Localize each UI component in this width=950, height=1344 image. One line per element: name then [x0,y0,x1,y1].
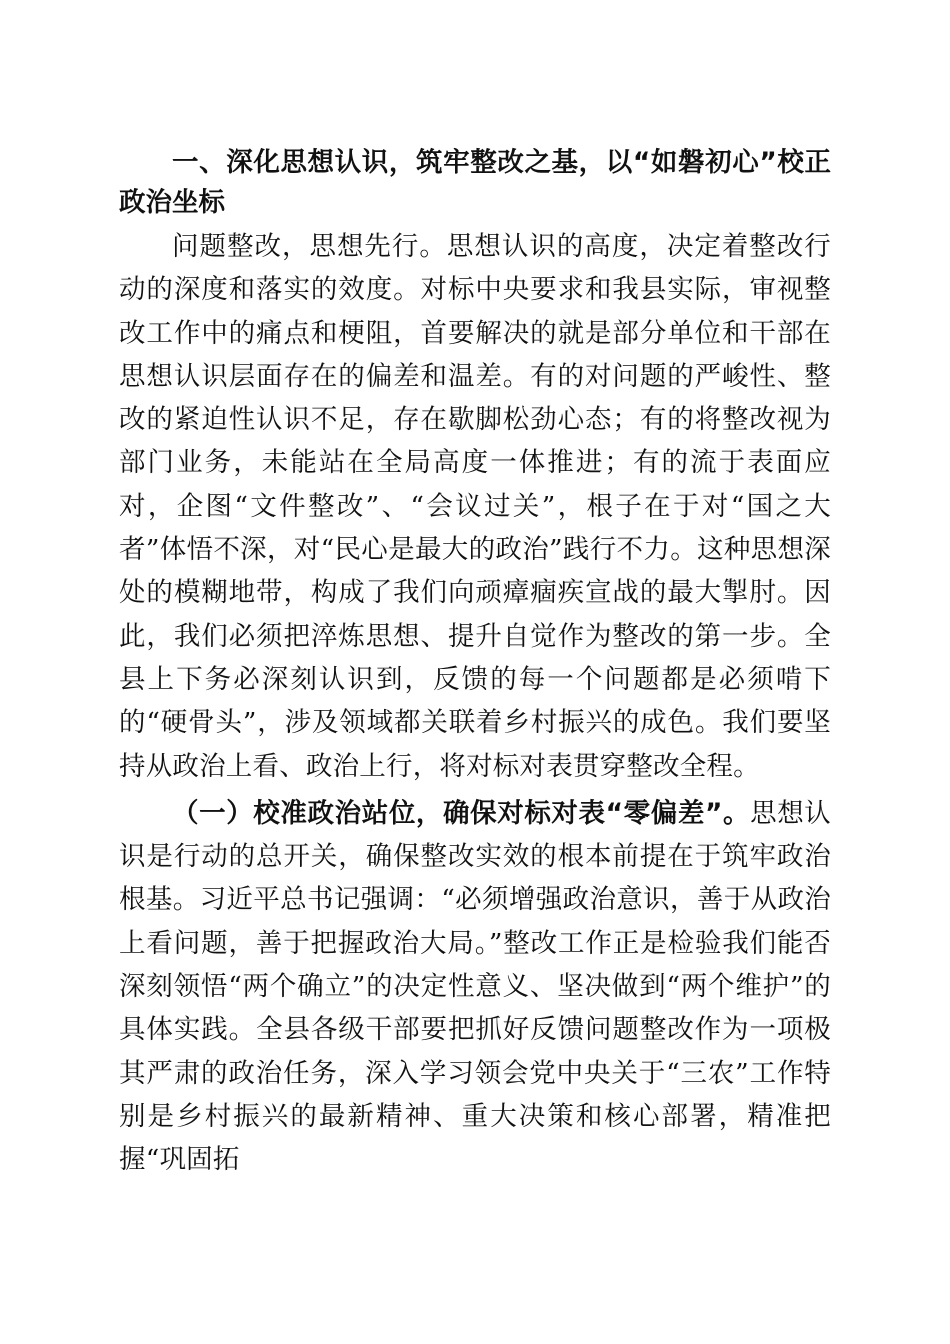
paragraph-1: 问题整改，思想先行。思想认识的高度，决定着整改行动的深度和落实的效度。对标中央要求和我县实际，审视整改工作中的痛点和梗阻，首要解决的就是部分单位和干部在思想认识层面存在的偏差和温差。有的对问题的严峻性、整改的紧迫性认识不足，存在歇脚松劲心态；有的将整改视为部门业务，未能站在全局高度一体推进；有的流于表面应对，企图“文件整改”、“会议过关”，根子在于对“国之大者”体悟不深，对“民心是最大的政治”践行不力。这种思想深处的模糊地带，构成了我们向顽瘴痼疾宣战的最大掣肘。因此，我们必须把淬炼思想、提升自觉作为整改的第一步。全县上下务必深刻认识到，反馈的每一个问题都是必须啃下的“硬骨头”，涉及领域都关联着乡村振兴的成色。我们要坚持从政治上看、政治上行，将对标对表贯穿整改全程。 [119,231,831,782]
paragraph-2-body: 思想认识是行动的总开关，确保整改实效的根本前提在于筑牢政治根基。习近平总书记强调：“必须增强政治意识，善于从政治上看问题，善于把握政治大局。”整改工作正是检验我们能否深刻领悟“两个确立”的决定性意义、坚决做到“两个维护”的具体实践。全县各级干部要把抓好反馈问题整改作为一项极其严肃的政治任务，深入学习领会党中央关于“三农”工作特别是乡村振兴的最新精神、重大决策和核心部署，精准把握“巩固拓 [119,797,831,1176]
document-body [119,143,831,1182]
sub-heading: （一）校准政治站位，确保对标对表“零偏差”。 [172,797,751,829]
paragraph-2 [119,792,831,1182]
section-heading: 一、深化思想认识，筑牢整改之基，以“如磐初心”校正政治坐标 [119,147,831,218]
